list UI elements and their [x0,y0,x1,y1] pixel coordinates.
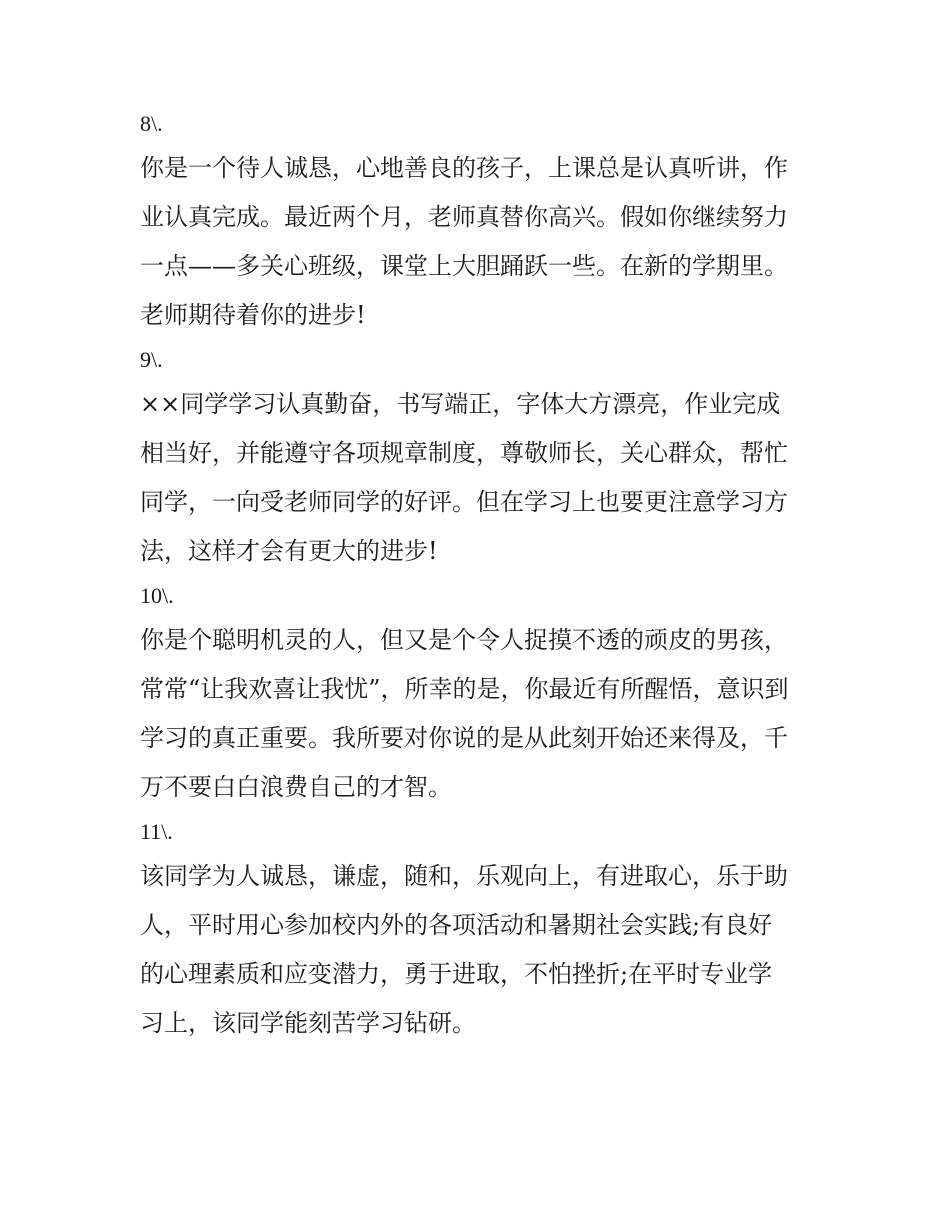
text-line: 法，这样才会有更大的进步! [140,537,438,565]
text-line: 学习的真正重要。我所要对你说的是从此刻开始还来得及，千 [140,724,788,752]
entry-number: 8\. [140,111,163,136]
entry-number: 10\. [140,583,174,608]
comment-entry-10 [140,576,820,812]
text-line: 习上，该同学能刻苦学习钻研。 [140,1009,476,1037]
text-line: 一点——多关心班级，课堂上大胆踊跃一些。在新的学期里。 [140,252,788,280]
text-line: 的心理素质和应变潜力，勇于进取，不怕挫折;在平时专业学 [140,960,773,988]
comment-entry-9 [140,340,820,576]
text-line: 万不要白白浪费自己的才智。 [140,773,452,801]
text-line: 你是一个待人诚恳，心地善良的孩子，上课总是认真听讲，作 [140,154,788,182]
document-content [140,104,820,1048]
comment-entry-8 [140,104,820,340]
text-line: 常常“让我欢喜让我忧”，所幸的是，你最近有所醒悟，意识到 [140,675,789,703]
entry-number: 9\. [140,347,163,372]
text-line: 相当好，并能遵守各项规章制度，尊敬师长，关心群众，帮忙 [140,439,788,467]
text-line: 同学，一向受老师同学的好评。但在学习上也要更注意学习方 [140,488,788,516]
text-line: 你是个聪明机灵的人，但又是个令人捉摸不透的顽皮的男孩， [140,626,788,654]
entry-text [140,380,820,576]
entry-text [140,852,820,1048]
text-line: 该同学为人诚恳，谦虚，随和，乐观向上，有进取心，乐于助 [140,862,788,890]
comment-entry-11 [140,812,820,1048]
entry-number: 11\. [140,819,173,844]
text-line: 业认真完成。最近两个月，老师真替你高兴。假如你继续努力 [140,203,788,231]
entry-text [140,616,820,812]
text-line: ××同学学习认真勤奋，书写端正，字体大方漂亮，作业完成 [140,390,781,418]
text-line: 人，平时用心参加校内外的各项活动和暑期社会实践;有良好 [140,911,773,939]
text-line: 老师期待着你的进步! [140,301,366,329]
entry-text [140,144,820,340]
